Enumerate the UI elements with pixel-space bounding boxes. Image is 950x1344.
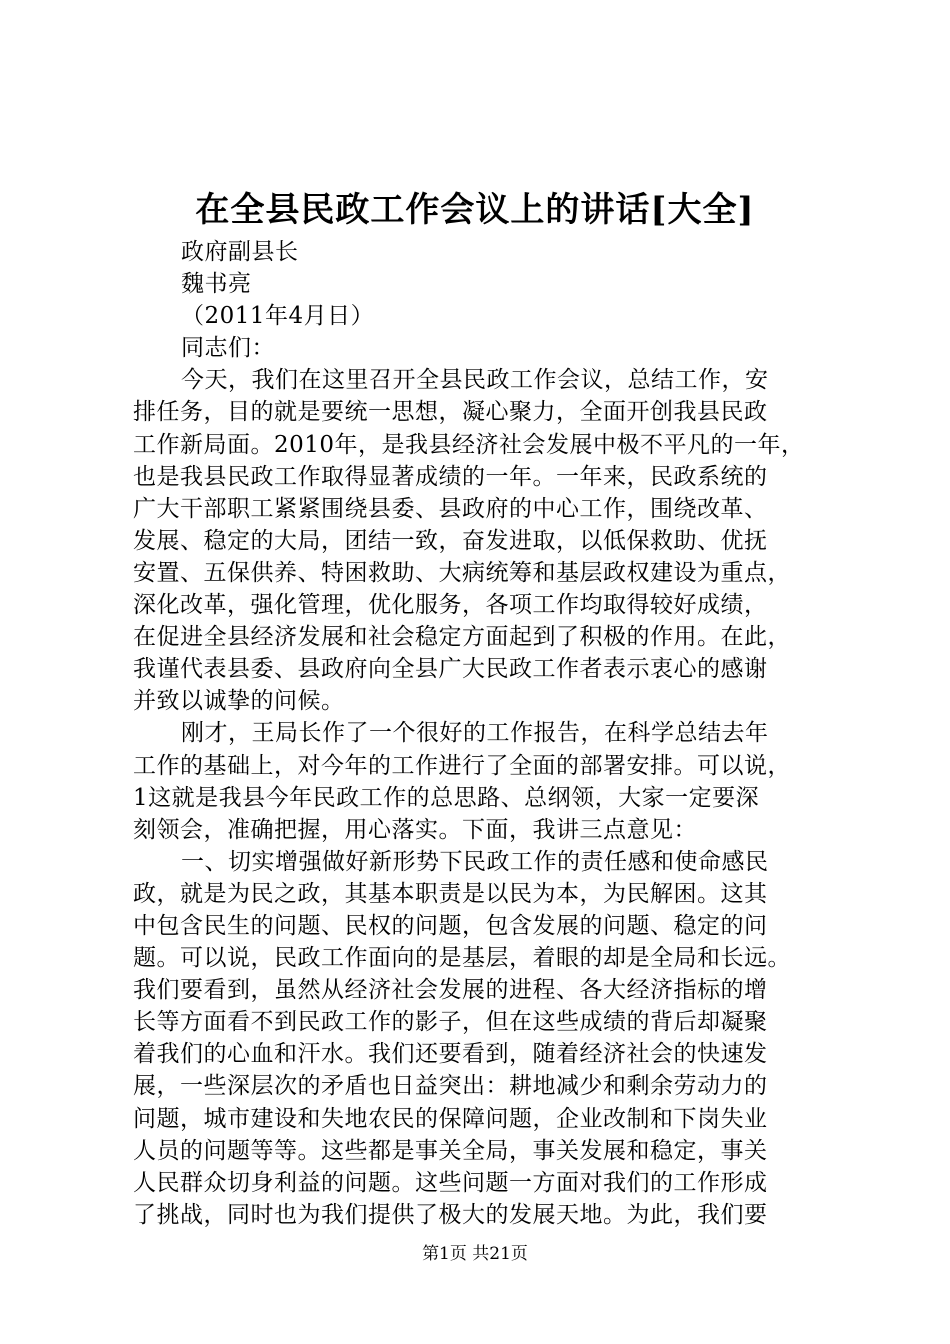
body-line: 着我们的心血和汗水。我们还要看到，随着经济社会的快速发 xyxy=(133,1041,768,1068)
body-line: 一、切实增强做好新形势下民政工作的责任感和使命感民 xyxy=(181,848,769,875)
body-line: 同志们： xyxy=(181,335,275,362)
body-line: 在促进全县经济发展和社会稳定方面起到了积极的作用。在此， xyxy=(133,624,791,651)
body-line: 人员的问题等等。这些都是事关全局，事关发展和稳定，事关 xyxy=(133,1137,768,1164)
body-line: 人民群众切身利益的问题。这些问题一方面对我们的工作形成 xyxy=(133,1169,768,1196)
body-line: 并致以诚挚的问候。 xyxy=(133,688,345,715)
body-line: 深化改革，强化管理，优化服务，各项工作均取得较好成绩， xyxy=(133,592,768,619)
body-line: 今天，我们在这里召开全县民政工作会议，总结工作，安 xyxy=(181,367,769,394)
body-line: 排任务，目的就是要统一思想，凝心聚力，全面开创我县民政 xyxy=(133,399,768,426)
body-line: 也是我县民政工作取得显著成绩的一年。一年来，民政系统的 xyxy=(133,463,768,490)
body-line: 中包含民生的问题、民权的问题，包含发展的问题、稳定的问 xyxy=(133,912,768,939)
body-line: 我们要看到，虽然从经济社会发展的进程、各大经济指标的增 xyxy=(133,977,768,1004)
body-line: 问题，城市建设和失地农民的保障问题，企业改制和下岗失业 xyxy=(133,1105,768,1132)
body-line: 展，一些深层次的矛盾也日益突出：耕地减少和剩余劳动力的 xyxy=(133,1073,768,1100)
body-line: 工作新局面。2010年，是我县经济社会发展中极不平凡的一年， xyxy=(133,431,805,458)
body-line: 题。可以说，民政工作面向的是基层，着眼的却是全局和长远。 xyxy=(133,945,791,972)
body-line: 发展、稳定的大局，团结一致，奋发进取，以低保救助、优抚 xyxy=(133,527,768,554)
body-line: 长等方面看不到民政工作的影子，但在这些成绩的背后却凝聚 xyxy=(133,1009,768,1036)
body-line: 魏书亮 xyxy=(181,271,252,298)
body-line: 刻领会，准确把握，用心落实。下面，我讲三点意见： xyxy=(133,816,697,843)
body-line: 了挑战，同时也为我们提供了极大的发展天地。为此，我们要 xyxy=(133,1201,768,1228)
body-line: 工作的基础上，对今年的工作进行了全面的部署安排。可以说， xyxy=(133,752,791,779)
body-line: 我谨代表县委、县政府向全县广大民政工作者表示衷心的感谢 xyxy=(133,656,768,683)
body-line: 安置、五保供养、特困救助、大病统筹和基层政权建设为重点， xyxy=(133,559,791,586)
body-line: 1这就是我县今年民政工作的总思路、总纲领，大家一定要深 xyxy=(133,784,760,811)
document-title: 在全县民政工作会议上的讲话[大全] xyxy=(195,190,755,230)
body-line: 政府副县长 xyxy=(181,239,299,265)
body-line: 政，就是为民之政，其基本职责是以民为本，为民解困。这其 xyxy=(133,880,768,907)
body-line: 刚才，王局长作了一个很好的工作报告，在科学总结去年 xyxy=(181,720,769,747)
body-line: 广大干部职工紧紧围绕县委、县政府的中心工作，围绕改革、 xyxy=(133,495,768,522)
page-footer: 第1页 共21页 xyxy=(422,1244,528,1264)
body-line: （2011年4月日） xyxy=(181,303,375,330)
document-body xyxy=(133,236,830,1231)
